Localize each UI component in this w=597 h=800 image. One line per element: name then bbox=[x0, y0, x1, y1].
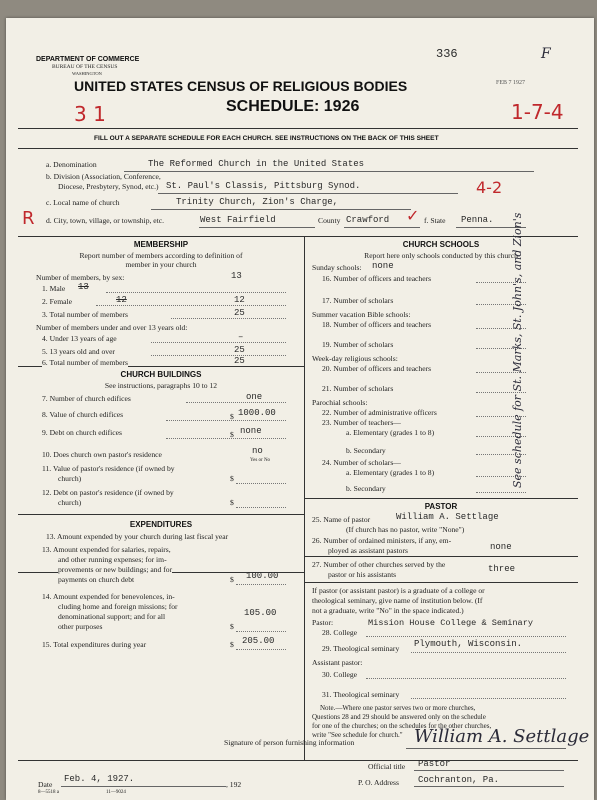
dept-label: DEPARTMENT OF COMMERCE bbox=[36, 56, 140, 63]
q7-edifices-label: 7. Number of church edifices bbox=[42, 394, 131, 403]
by-sex-value[interactable]: 13 bbox=[231, 271, 242, 281]
q3-line bbox=[171, 318, 286, 319]
q31-line bbox=[411, 698, 566, 699]
q13-heading: 13. Amount expended by your church during last fiscal year bbox=[46, 532, 229, 541]
title-line bbox=[414, 770, 564, 771]
division-label: b. Division (Association, Conference, bbox=[46, 172, 161, 181]
q14-line3: denominational support; and for all bbox=[58, 612, 166, 621]
division-red-code: 4-2 bbox=[476, 178, 503, 197]
q11-dollar: $ bbox=[230, 474, 234, 483]
q14-line2: cluding home and foreign missions; for bbox=[58, 602, 178, 611]
q3-total-label: 3. Total number of members bbox=[42, 310, 129, 319]
q2-female-label: 2. Female bbox=[42, 297, 72, 306]
q28-line bbox=[366, 636, 566, 637]
po-address-value[interactable]: Cochranton, Pa. bbox=[418, 775, 500, 785]
state-label: f. State bbox=[424, 216, 446, 225]
q6-total-value[interactable]: 25 bbox=[234, 356, 245, 366]
q8-line bbox=[166, 420, 286, 421]
header-divider bbox=[18, 128, 578, 129]
red-checkmark: ✓ bbox=[406, 206, 420, 225]
denomination-line bbox=[124, 171, 534, 172]
schools-intro: Report here only schools conducted by this church bbox=[364, 251, 518, 260]
q8-value-label: 8. Value of church edifices bbox=[42, 410, 124, 419]
q4-under13-label: 4. Under 13 years of age bbox=[42, 334, 117, 343]
q24-label: 24. Number of scholars— bbox=[322, 458, 401, 467]
q19-label: 19. Number of scholars bbox=[322, 340, 394, 349]
grad-note-3: not a graduate, write "No" in the space indicated.) bbox=[312, 606, 464, 615]
red-R-mark: R bbox=[22, 208, 35, 229]
q4-under13-value[interactable]: – bbox=[238, 332, 244, 342]
q5-over13-value[interactable]: 25 bbox=[234, 345, 245, 355]
bottom-divider bbox=[18, 760, 578, 761]
q15-total-label: 15. Total expenditures during year bbox=[42, 640, 147, 649]
q16-label: 16. Number of officers and teachers bbox=[322, 274, 432, 283]
stamp-number: 336 bbox=[436, 47, 458, 61]
official-title-value[interactable]: Pastor bbox=[418, 759, 451, 769]
side-handwritten-note: See schedule for St. Marks, St. John's, and Zion's bbox=[511, 212, 524, 488]
date-label: Date bbox=[38, 780, 53, 789]
date-value[interactable]: Feb. 4, 1927. bbox=[64, 774, 135, 784]
official-title-label: Official title bbox=[368, 762, 406, 771]
q15-total-value[interactable]: 205.00 bbox=[242, 636, 275, 646]
q30-label: 30. College bbox=[322, 670, 358, 679]
q27-label: 27. Number of other churches served by the bbox=[312, 560, 446, 569]
q2-female-value[interactable]: 12 bbox=[234, 295, 245, 305]
q13-line3: provements or new buildings; and for bbox=[58, 565, 173, 574]
city-line bbox=[199, 227, 315, 228]
asst-pastor-label: Assistant pastor: bbox=[312, 658, 363, 667]
q10-residence-label: 10. Does church own pastor's residence bbox=[42, 450, 162, 459]
q6-total-label: 6. Total number of members bbox=[42, 358, 129, 367]
pastor-note-4: write "See schedule for church." bbox=[312, 731, 403, 739]
schools-heading: CHURCH SCHOOLS bbox=[402, 240, 480, 249]
county-value[interactable]: Crawford bbox=[346, 215, 390, 225]
q13-line4: payments on church debt bbox=[58, 575, 135, 584]
q7-edifices-value[interactable]: one bbox=[246, 392, 263, 402]
q23-label: 23. Number of teachers— bbox=[322, 418, 401, 427]
pastor-sub-label: Pastor: bbox=[312, 618, 334, 627]
pastor-heading: PASTOR bbox=[424, 502, 458, 511]
parochial-label: Parochial schools: bbox=[312, 398, 368, 407]
q1-male-label: 1. Male bbox=[42, 284, 66, 293]
q11-label-2: church) bbox=[58, 474, 82, 483]
q14-line4: other purposes bbox=[58, 622, 103, 631]
grad-note-1: If pastor (or assistant pastor) is a graduate of a college or bbox=[312, 586, 485, 595]
buildings-sub: See instructions, paragraphs 10 to 12 bbox=[104, 381, 218, 390]
by-sex-label: Number of members, by sex: bbox=[36, 273, 125, 282]
q11-label: 11. Value of pastor's residence (if owned by bbox=[42, 464, 175, 473]
signature-line bbox=[406, 748, 566, 749]
q12-line bbox=[236, 507, 286, 508]
summer-label: Summer vacation Bible schools: bbox=[312, 310, 411, 319]
q9-debt-value[interactable]: none bbox=[240, 426, 262, 436]
q2-female-struck: 12 bbox=[116, 295, 127, 305]
local-name-value[interactable]: Trinity Church, Zion's Charge, bbox=[176, 197, 339, 207]
red-annotation-right: 1-7-4 bbox=[511, 100, 564, 124]
yes-or-no-hint: Yes or No bbox=[250, 458, 271, 463]
section-divider bbox=[18, 236, 578, 237]
header-divider-2 bbox=[18, 148, 578, 149]
q8-dollar: $ bbox=[230, 412, 234, 421]
city-value[interactable]: West Fairfield bbox=[200, 215, 276, 225]
q13-line2: and other running expenses; for im- bbox=[58, 555, 167, 564]
membership-intro: Report number of members according to definition of bbox=[79, 251, 243, 260]
membership-intro-2: member in your church bbox=[125, 260, 197, 269]
q25-label: 25. Name of pastor bbox=[312, 515, 371, 524]
q11-line bbox=[236, 483, 286, 484]
q25-note: (If church has no pastor, write "None") bbox=[346, 525, 465, 534]
division-line bbox=[158, 193, 458, 194]
division-label-2: Diocese, Presbytery, Synod, etc.) bbox=[58, 182, 159, 191]
q26-label: 26. Number of ordained ministers, if any, em- bbox=[312, 536, 452, 545]
corner-mark: F bbox=[541, 46, 551, 62]
q21-label: 21. Number of scholars bbox=[322, 384, 394, 393]
q13-line1: 13. Amount expended for salaries, repairs, bbox=[42, 545, 171, 554]
county-line bbox=[344, 227, 420, 228]
sunday-label: Sunday schools: bbox=[312, 263, 362, 272]
q9-dollar: $ bbox=[230, 430, 234, 439]
separate-schedule-instruction: FILL OUT A SEPARATE SCHEDULE FOR EACH CHURCH. SEE INSTRUCTIONS ON THE BACK OF THIS SHEET bbox=[94, 135, 439, 142]
denomination-label: a. Denomination bbox=[46, 160, 97, 169]
census-schedule-sheet bbox=[6, 18, 594, 800]
q25-pastor-name[interactable]: William A. Settlage bbox=[396, 512, 499, 522]
q26-label-2: ployed as assistant pastors bbox=[328, 546, 408, 555]
sunday-value[interactable]: none bbox=[372, 261, 394, 271]
q10-residence-value[interactable]: no bbox=[252, 446, 263, 456]
q14-dollar: $ bbox=[230, 622, 234, 631]
q30-line bbox=[366, 678, 566, 679]
division-value[interactable]: St. Paul's Classis, Pittsburg Synod. bbox=[166, 181, 361, 191]
q15-line bbox=[236, 649, 286, 650]
q31-label: 31. Theological seminary bbox=[322, 690, 400, 699]
q1-line bbox=[106, 292, 286, 293]
q24a-label: a. Elementary (grades 1 to 8) bbox=[346, 468, 435, 477]
received-stamp-date: FEB 7 1927 bbox=[496, 80, 526, 86]
q28-label: 28. College bbox=[322, 628, 358, 637]
local-name-label: c. Local name of church bbox=[46, 198, 120, 207]
q9-debt-label: 9. Debt on church edifices bbox=[42, 428, 122, 437]
q14-line1: 14. Amount expended for benevolences, in- bbox=[42, 592, 175, 601]
q9-line bbox=[166, 438, 286, 439]
q8-value[interactable]: 1000.00 bbox=[238, 408, 276, 418]
age-label: Number of members under and over 13 years old: bbox=[36, 323, 188, 332]
q28-college-value[interactable]: Mission House College & Seminary bbox=[368, 618, 534, 628]
q20-label: 20. Number of officers and teachers bbox=[322, 364, 432, 373]
q24b-line bbox=[476, 492, 526, 493]
q12-dollar: $ bbox=[230, 498, 234, 507]
weekday-label: Week-day religious schools: bbox=[312, 354, 398, 363]
q23b-label: b. Secondary bbox=[346, 446, 386, 455]
denomination-value[interactable]: The Reformed Church in the United States bbox=[148, 159, 365, 169]
q22-label: 22. Number of administrative officers bbox=[322, 408, 437, 417]
po-line bbox=[414, 786, 564, 787]
q26-value[interactable]: none bbox=[490, 542, 512, 552]
q27-value[interactable]: three bbox=[488, 564, 516, 574]
expenditures-heading: EXPENDITURES bbox=[129, 520, 193, 529]
form-title: UNITED STATES CENSUS OF RELIGIOUS BODIES bbox=[74, 78, 408, 94]
q2-line bbox=[96, 305, 286, 306]
form-number: 8—5518 a bbox=[38, 790, 59, 795]
q4-line bbox=[151, 342, 286, 343]
grad-divider bbox=[304, 582, 578, 583]
q13-amount-line bbox=[236, 584, 286, 585]
date-line bbox=[61, 786, 226, 787]
expenditures-top-divider bbox=[18, 514, 304, 515]
q18-label: 18. Number of officers and teachers bbox=[322, 320, 432, 329]
q27-label-2: pastor or his assistants bbox=[328, 570, 397, 579]
q3-total-value[interactable]: 25 bbox=[234, 308, 245, 318]
signature-label: Signature of person furnishing information bbox=[224, 738, 355, 747]
q29-seminary-value[interactable]: Plymouth, Wisconsin. bbox=[414, 639, 523, 649]
po-address-label: P. O. Address bbox=[358, 778, 399, 787]
schedule-title: SCHEDULE: 1926 bbox=[226, 98, 360, 115]
bureau-label: BUREAU OF THE CENSUS bbox=[52, 64, 118, 70]
date-year-suffix: , 192 bbox=[226, 780, 242, 789]
city-label: WASHINGTON bbox=[72, 71, 102, 76]
pastor-grad-divider bbox=[304, 556, 578, 557]
schools-pastor-divider bbox=[304, 498, 578, 499]
state-value[interactable]: Penna. bbox=[461, 215, 494, 225]
q29-label: 29. Theological seminary bbox=[322, 644, 400, 653]
pastor-note-3: for one of the churches; on the schedules for the other churches, bbox=[312, 722, 492, 730]
city-town-label: d. City, town, village, or township, etc. bbox=[46, 216, 165, 225]
pastor-note-2: Questions 28 and 29 should be answered only on the schedule bbox=[312, 713, 486, 721]
q1-male-value[interactable]: 13 bbox=[78, 282, 89, 292]
q17-label: 17. Number of scholars bbox=[322, 296, 394, 305]
q13-value[interactable]: 100.00 bbox=[246, 571, 279, 581]
membership-heading: MEMBERSHIP bbox=[133, 240, 189, 249]
q14-value[interactable]: 105.00 bbox=[244, 608, 277, 618]
q13-dollar: $ bbox=[230, 575, 234, 584]
local-name-line bbox=[151, 209, 411, 210]
q5-line bbox=[151, 355, 286, 356]
q5-over13-label: 5. 13 years old and over bbox=[42, 347, 115, 356]
signature-value: William A. Settlage bbox=[414, 726, 590, 747]
q12-label-2: church) bbox=[58, 498, 82, 507]
pastor-note-1: Note.—Where one pastor serves two or more churches, bbox=[320, 704, 476, 712]
buildings-heading: CHURCH BUILDINGS bbox=[120, 370, 202, 379]
grad-note-2: theological seminary, give name of institution below. (If bbox=[312, 596, 483, 605]
red-annotation-left: 3 1 bbox=[74, 102, 106, 126]
q29-line bbox=[411, 652, 566, 653]
q12-label: 12. Debt on pastor's residence (if owned by bbox=[42, 488, 174, 497]
q7-line bbox=[186, 402, 286, 403]
form-number-2: 11—9024 bbox=[106, 790, 126, 795]
q14-amount-line bbox=[236, 631, 286, 632]
q15-dollar: $ bbox=[230, 640, 234, 649]
county-label: County bbox=[318, 216, 341, 225]
q24b-label: b. Secondary bbox=[346, 484, 386, 493]
q23a-label: a. Elementary (grades 1 to 8) bbox=[346, 428, 435, 437]
